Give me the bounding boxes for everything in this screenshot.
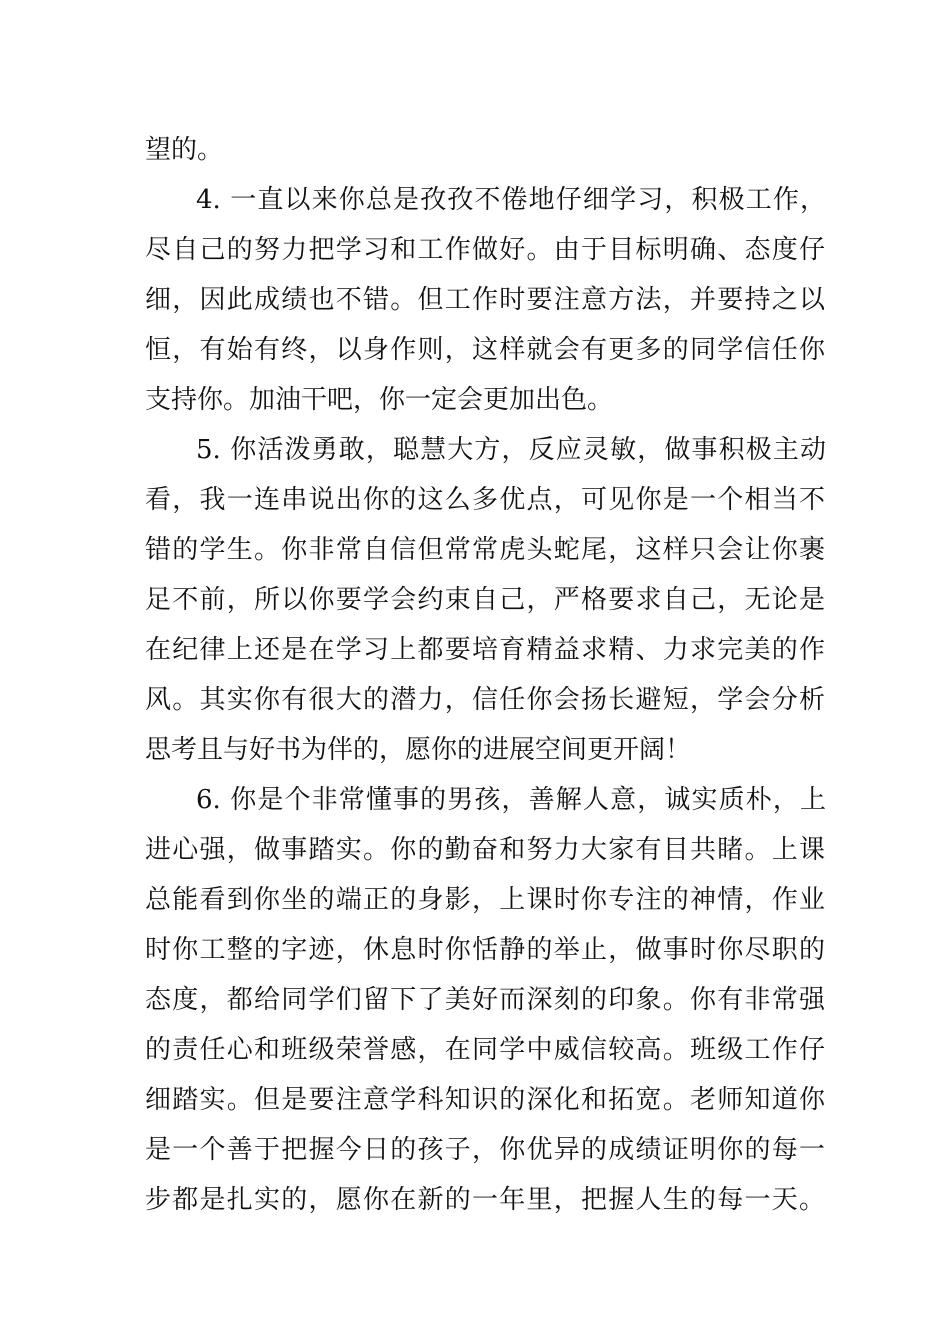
item-4-first-line: 4. 一直以来你总是孜孜不倦地仔细学习，积极工作， — [196, 185, 826, 215]
text-line-1: 望的。 — [145, 135, 224, 165]
text-line-8: 看，我一连串说出你的这么多优点，可见你是一个相当不 — [145, 485, 825, 515]
text-line-11: 在纪律上还是在学习上都要培育精益求精、力求完美的作 — [145, 635, 825, 665]
text-line-17: 时你工整的字迹，休息时你恬静的举止，做事时你尽职的 — [145, 935, 825, 965]
text-line-4: 细，因此成绩也不错。但工作时要注意方法，并要持之以 — [145, 285, 825, 315]
text-line-16: 总能看到你坐的端正的身影，上课时你专注的神情，作业 — [145, 885, 825, 915]
text-line-5: 恒，有始有终，以身作则，这样就会有更多的同学信任你 — [145, 335, 825, 365]
text-line-9: 错的学生。你非常自信但常常虎头蛇尾，这样只会让你裹 — [145, 535, 825, 565]
item-5-first-line: 5. 你活泼勇敢，聪慧大方，反应灵敏，做事积极主动 — [196, 435, 826, 465]
text-line-10: 足不前，所以你要学会约束自己，严格要求自己，无论是 — [145, 585, 825, 615]
text-line-19: 的责任心和班级荣誉感，在同学中威信较高。班级工作仔 — [145, 1035, 825, 1065]
item-6-first-line: 6. 你是个非常懂事的男孩，善解人意，诚实质朴，上 — [196, 785, 826, 815]
text-line-3: 尽自己的努力把学习和工作做好。由于目标明确、态度仔 — [145, 235, 825, 265]
text-line-21: 是一个善于把握今日的孩子，你优异的成绩证明你的每一 — [145, 1135, 825, 1165]
text-line-12: 风。其实你有很大的潜力，信任你会扬长避短，学会分析 — [145, 685, 825, 715]
text-line-20: 细踏实。但是要注意学科知识的深化和拓宽。老师知道你 — [145, 1085, 825, 1115]
text-line-22: 步都是扎实的，愿你在新的一年里，把握人生的每一天。 — [145, 1185, 825, 1215]
text-line-15: 进心强，做事踏实。你的勤奋和努力大家有目共睹。上课 — [145, 835, 825, 865]
text-line-18: 态度，都给同学们留下了美好而深刻的印象。你有非常强 — [145, 985, 825, 1015]
text-line-13: 思考且与好书为伴的，愿你的进展空间更开阔！ — [145, 735, 692, 765]
text-line-6: 支持你。加油干吧，你一定会更加出色。 — [145, 385, 614, 415]
